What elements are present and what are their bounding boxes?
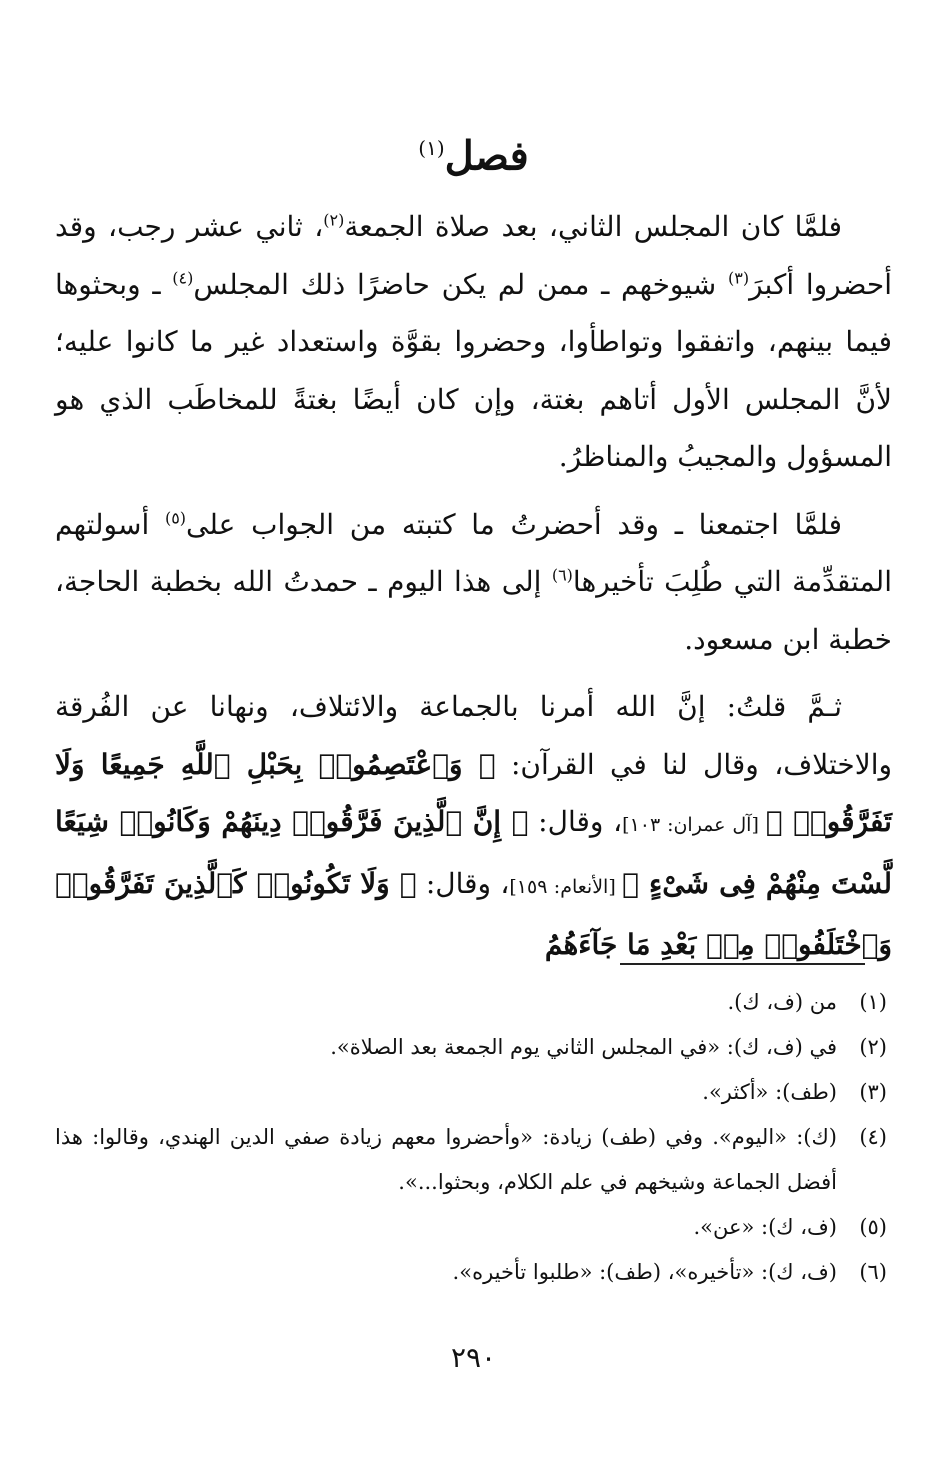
quran-verse: ﴿ إِنَّ ٱلَّذِينَ فَرَّقُوا۟ دِينَهُمْ وَكَانُوا۟ شِيَعًا لَّسْتَ مِنْهُمْ فِى شَىْءٍ ﴾ [55, 805, 893, 900]
text-span: أسولتهم المتقدِّمة التي طُلِبَ تأخيرها [55, 507, 892, 598]
footnote-number: (١) [859, 990, 887, 1014]
text-span: شيوخهم ـ ممن لم يكن حاضرًا ذلك المجلس [193, 267, 729, 301]
footnote-1 [55, 980, 887, 1025]
footnote-3 [55, 1070, 887, 1115]
text-span: فلمَّا كان المجلس الثاني، بعد صلاة الجمعة [344, 210, 842, 243]
text-span: ثـمَّ قلتُ: إنَّ الله أمرنا بالجماعة والائتلاف، ونهانا عن الفُرقة والاختلاف، وقال لنا في القرآن: [55, 690, 892, 781]
main-text [55, 198, 892, 984]
page-number: ٢٩٠ [450, 1341, 497, 1374]
verse-reference: [آل عمران: ١٠٣] [622, 814, 766, 836]
quran-verse: ﴿ وَلَا تَكُونُوا۟ كَٱلَّذِينَ تَفَرَّقُوا۟ وَٱخْتَلَفُوا۟ مِنۢ بَعْدِ مَا جَآءَهُمُ [55, 866, 892, 961]
footnote-ref: (٥) [164, 508, 187, 528]
text-span: ، ثاني عشر رجب، وقد أحضروا أكبرَ [55, 210, 892, 301]
footnote-text: (ف، ك): «تأخيره»، (طف): «طلبوا تأخيره». [452, 1260, 837, 1284]
footnote-ref: (٣) [728, 268, 750, 288]
chapter-heading [0, 118, 947, 186]
footnote-text: (ف، ك): «عن». [693, 1215, 837, 1239]
chapter-title: فصل [444, 132, 529, 180]
footnote-separator [620, 963, 865, 965]
footnote-4 [55, 1115, 887, 1205]
text-span: إلى هذا اليوم ـ حمدتُ الله بخطبة الحاجة، خطبة ابن مسعود. [55, 565, 892, 656]
footnote-text: في (ف، ك): «في المجلس الثاني يوم الجمعة بعد الصلاة». [330, 1035, 837, 1059]
footnote-number: (٤) [859, 1125, 887, 1149]
paragraph-1 [55, 198, 892, 486]
footnote-text: (طف): «أكثر». [702, 1080, 837, 1104]
paragraph-2 [55, 496, 892, 669]
footnote-5 [55, 1205, 887, 1250]
verse-reference: [الأنعام: ١٥٩] [509, 875, 623, 898]
footnotes [55, 980, 887, 1295]
footnote-text: من (ف، ك). [727, 990, 837, 1014]
text-span: ، وقال: [528, 805, 623, 838]
footnote-number: (٢) [859, 1035, 887, 1059]
footnote-number: (٦) [859, 1260, 887, 1284]
chapter-footnote-marker: (١) [418, 136, 445, 160]
footnote-text: (ك): «اليوم». وفي (طف) زيادة: «وأحضروا معهم زيادة صفي الدين الهندي، وقالوا: هذا أفضل الجماعة وشيخهم في علم الكلام، وبحثوا...». [55, 1125, 837, 1194]
footnote-number: (٥) [859, 1215, 887, 1239]
footnote-2 [55, 1025, 887, 1070]
footnote-ref: (٦) [551, 565, 573, 585]
quran-verse: ﴿ وَٱعْتَصِمُوا۟ بِحَبْلِ ٱللَّهِ جَمِيعًا وَلَا تَفَرَّقُوا۟ ﴾ [55, 747, 892, 838]
paragraph-3 [55, 678, 892, 974]
footnote-ref: (٤) [172, 268, 194, 288]
footnote-6 [55, 1250, 887, 1295]
text-span: ، وقال: [416, 866, 510, 900]
text-span: فلمَّا اجتمعنا ـ وقد أحضرتُ ما كتبته من الجواب على [186, 507, 842, 541]
footnote-number: (٣) [859, 1080, 887, 1104]
footnote-ref: (٢) [323, 210, 345, 230]
text-span: ـ وبحثوها فيما بينهم، واتفقوا وتواطأوا، وحضروا بقوَّة واستعداد غير ما كانوا عليه؛ لأنَّ المجلس الأول أتاهم بغتة، وإن كان أيضًا بغتةً للمخاطَب الذي هو المسؤول والمجيبُ والمناظرُ. [55, 267, 892, 473]
